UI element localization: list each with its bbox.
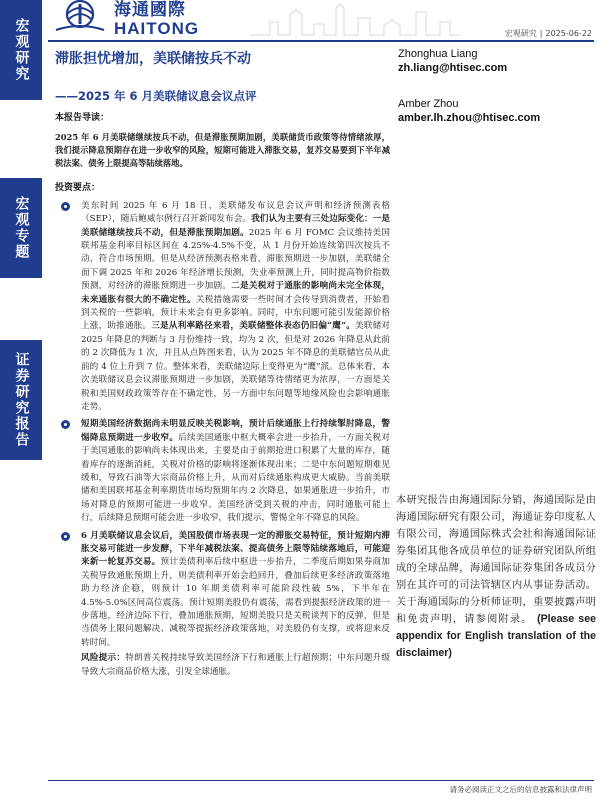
bullet-icon (61, 532, 70, 541)
sidebar-block-macro-research: 宏观研究 (0, 0, 42, 100)
key-point-highlight: 6 月美联储议息会议后，美国股债市场表现一定的滞胀交易特征，预计短期内滞胀交易可能进一步发酵，下半年减税法案、提高债务上限等陆续落地后，可能迎来新一轮复苏交易。 (81, 530, 390, 568)
logo-text-cn: 海通國際 (114, 0, 186, 20)
sidebar-block-securities-report: 证券研究报告 (0, 340, 42, 460)
key-points-list (55, 200, 390, 650)
disclaimer-cn: 本研究报告由海通国际分销，海通国际是由海通国际研究有限公司，海通证券印度私人有限公司，海通国际株式会社和海通国际证券集团其他各成员单位的证券研究团队所组成的全球品牌，海通国际证券集团各成员分别在其许可的司法管辖区内从事证券活动。关于海通国际的分析师证明，重要披露声明和免责声明，请参阅附录。 (396, 495, 596, 625)
haitong-logo (50, 0, 199, 38)
risk-label: 风险提示： (81, 653, 126, 664)
key-point-highlight: 三是从利率路径来看，美联储整体表态仍旧偏“鹰”。 (151, 321, 356, 332)
author-email-link[interactable]: zh.liang@htisec.com (398, 62, 508, 74)
key-points-heading: 投资要点： (55, 183, 101, 194)
risk-warning (55, 652, 390, 679)
key-point-text: 美联储对 2025 年降息的判断与 3 月份维持一致，均为 2 次，但是对 2026 年降息从此前的 2 次降低为 1 次，并且从点阵图来看，认为 2025 年不降息的美联储官员从此前的 4 位上升到 7 位。整体来看，美联储边际上变得更为“鹰”派。总体来看，本次美联储议息会议滞胀预期进一步加剧，美联储等待情绪更为浓厚，一方面是关税和美国财政政策等存在不确定性，另一方面中东问题等地缘风险也会影响通胀走势。 (81, 321, 390, 412)
author-email-link[interactable]: amber.lh.zhou@htisec.com (398, 112, 541, 124)
author-name: Amber Zhou (398, 98, 459, 110)
summary-text: 2025 年 6 月美联储继续按兵不动，但是滞胀预期加剧，美联储货币政策等待情绪浓厚，我们提示降息预期存在进一步收窄的风险，短期可能进入滞胀交易，复苏交易要到下半年减税法案、债务上限提高等陆续落地。 (55, 132, 390, 169)
footer-divider (48, 780, 594, 781)
main-content (55, 112, 390, 679)
key-point-item (55, 530, 390, 651)
sidebar (0, 0, 42, 800)
report-subtitle: ——2025 年 6 月美联储议息会议点评 (55, 89, 257, 103)
bullet-icon (61, 202, 70, 211)
authors-block (398, 47, 540, 147)
bullet-icon (61, 420, 70, 429)
sidebar-block-macro-topic: 宏观专题 (0, 178, 42, 278)
report-category: 宏观研究 (504, 29, 537, 38)
author-card (398, 47, 540, 75)
author-card (398, 97, 540, 125)
header-divider (48, 40, 594, 42)
disclaimer-en: (Please see appendix for English translation of the disclaimer) (396, 613, 596, 659)
author-name: Zhonghua Liang (398, 48, 478, 60)
key-point-text: 2025 年 6 月 FOMC 会议维持美国联邦基金利率目标区间在 4.25%-4.5%不变，从 1 月份开始连续第四次按兵不动，符合市场预期。但是从经济预测表格来看，滞胀预期进一步加剧，美联储全面下调 2025 年和 2026 年经济增长预测，失业率预测上升，同时提高物价指数预测，对经济的滞胀预期进一步加剧。 (81, 227, 390, 292)
risk-text: 特朗普关税持续导致美国经济下行和通胀上行超预期；中东问题升级导致大宗商品价格大涨，引发全球通胀。 (81, 653, 390, 677)
key-point-highlight: 短期美国经济数据尚未明显反映关税影响，预计后续通胀上行持续掣肘降息，警惕降息预期进一步收窄。 (81, 419, 390, 443)
key-point-text: 关税措施需要一些时间才会传导到消费者，开始看到关税的一些影响，预计未来会有更多影响。同时，中东问题可能引发能源价格上涨，助推通胀。 (81, 294, 390, 332)
disclaimer (396, 492, 596, 662)
report-date: 2025-06-22 (545, 29, 592, 38)
logo-emblem-icon (50, 0, 110, 38)
footer-legal-note: 请务必阅读正文之后的信息披露和法律声明 (449, 785, 592, 794)
key-point-highlight: 二是关税对于通胀的影响尚未完全体现，未来通胀有很大的不确定性。 (81, 281, 390, 305)
summary-heading: 本报告导读： (55, 113, 110, 123)
key-point-item (55, 418, 390, 525)
key-point-item (55, 200, 390, 415)
key-point-text: 后续美国通胀中枢大概率会进一步抬升，一方面关税对于美国通胀的影响尚未体现出来，主要是由于前期抢进口积累了大量的库存，随着库存的逐渐消耗，关税对价格的影响将逐渐体现出来；二是中东问题短期难见缓和，导致石油等大宗商品价格上升，从而对后续通胀构成更大威胁。当前美联储和美国联邦基金利率期货市场均预期年内 2 次降息，如果通胀进一步抬升，市场对降息的预期可能进一步收窄。美国经济受到关税的冲击，同时通胀可能上行，后续降息预期可能会进一步收窄，我们提示，警惕全年不降息的风险。 (81, 432, 390, 524)
logo-text-en: HAITONG (114, 18, 200, 38)
city-skyline-graphic (250, 2, 460, 36)
key-point-highlight: 我们认为主要有三处边际变化：一是美联储继续按兵不动，但是滞胀预期加剧。 (81, 214, 390, 238)
report-meta: 宏观研究 | 2025-06-22 (504, 29, 592, 38)
key-point-text: 美东时间 2025 年 6 月 18 日，美联储发布议息会议声明和经济预测表格（SEP），随后鲍威尔例行召开新闻发布会。 (81, 200, 390, 225)
key-point-text: 预计美债利率后续中枢进一步抬升，二季度后期如果券商加关税导致通胀预期上升，则美债利率开始会趋回升，叠加后续更多经济政策落地助力经济企稳，则预计 10 年期美债利率可能阶段性破 5%，下半年在 4.5%-5.0%区间高位震荡。预计短期美股仍有震荡，需看到提振经济政策的进一步落地，经济边际下行，叠加通胀预期，短期美股只是关税谈判下的反弹，但是当债务上限问题解决、减税等提振经济政策落地，对美股仍有支撑，或将迎来反转时间。 (81, 557, 390, 648)
report-title: 滞胀担忧增加，美联储按兵不动 (55, 51, 251, 67)
